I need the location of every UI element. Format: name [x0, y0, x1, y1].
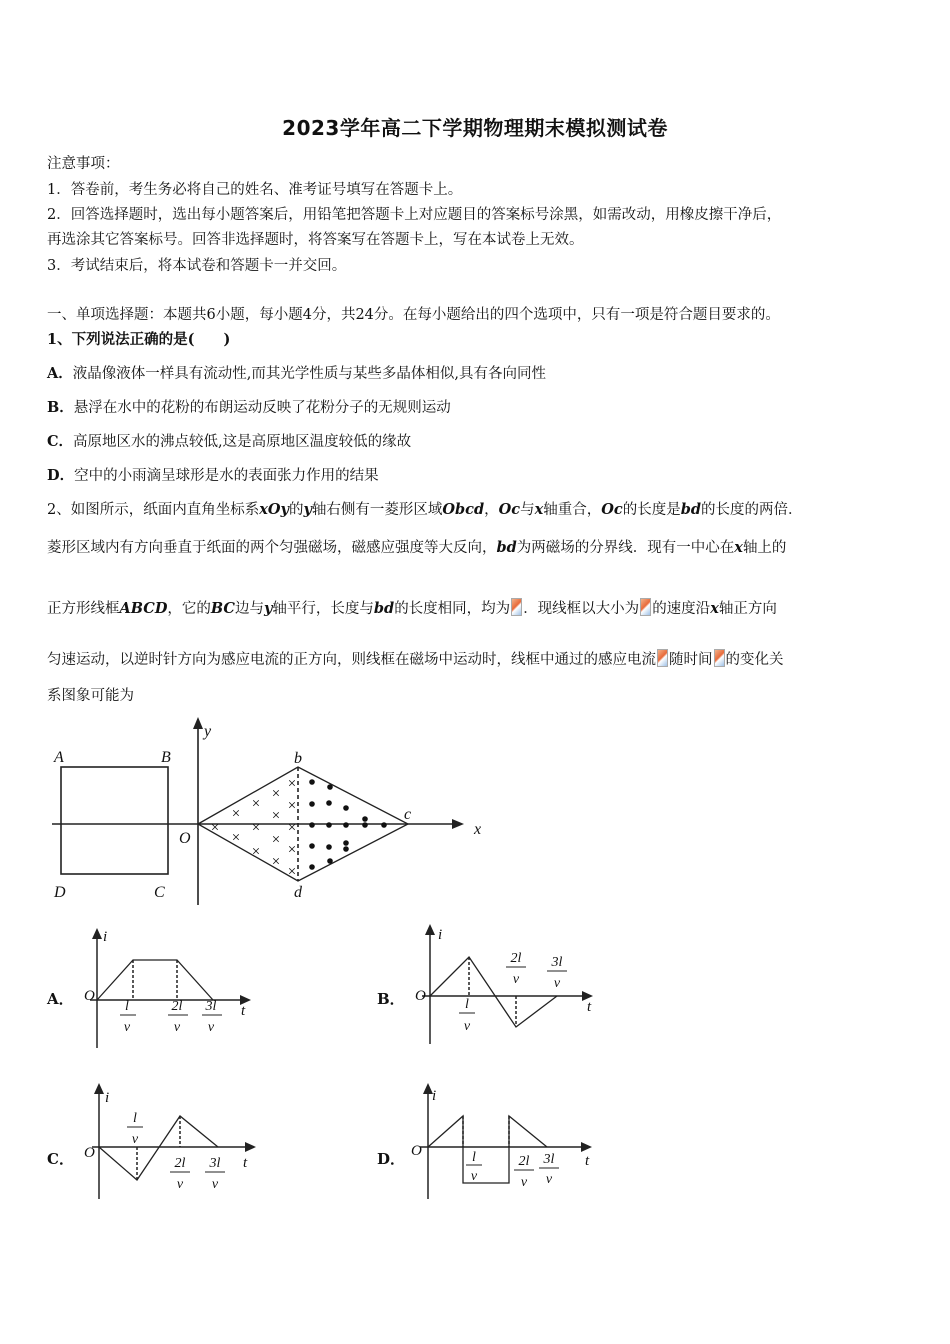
- q2-symbol: bd: [496, 539, 517, 556]
- tick-v: v: [211, 1177, 219, 1192]
- q1-option-b: [47, 396, 451, 417]
- graph-label-c: C．: [47, 1150, 74, 1168]
- tick-v: v: [512, 972, 520, 987]
- q2-symbol: x: [734, 539, 743, 556]
- section-heading: 一、单项选择题：本题共6小题，每小题4分，共24分。在每小题给出的四个选项中，只有一项是符合题目要求的。: [47, 307, 780, 323]
- notice-item-3: 3．考试结束后，将本试卷和答题卡一并交回。: [47, 258, 347, 274]
- dot-mark: [309, 779, 315, 785]
- cross-mark: ×: [231, 830, 241, 846]
- tick-v: v: [123, 1020, 131, 1035]
- tick-2l: 2l: [174, 1156, 186, 1171]
- dot-mark: [309, 801, 315, 807]
- q2-text: 轴平行，长度与: [272, 601, 374, 617]
- q2-text: 2、如图所示，纸面内直角坐标系: [47, 502, 260, 518]
- tick-v: v: [173, 1020, 181, 1035]
- q2-symbol: xOy: [259, 501, 289, 518]
- cross-mark: ×: [287, 776, 297, 792]
- cross-mark: ×: [251, 796, 261, 812]
- q2-symbol: y: [263, 600, 273, 617]
- q2-text: 的速度沿: [652, 601, 711, 617]
- cross-mark: ×: [287, 798, 297, 814]
- field-into-page: [211, 776, 296, 880]
- notice-heading: 注意事项：: [47, 156, 120, 172]
- option-letter: A．: [47, 365, 73, 382]
- option-text: 液晶像液体一样具有流动性,而其光学性质与某些多晶体相似,具有各向同性: [72, 366, 546, 382]
- q2-line-2: [47, 536, 786, 557]
- magnetic-field-figure: [40, 715, 500, 910]
- graph-b: [412, 924, 602, 1044]
- axis-t: t: [587, 999, 592, 1015]
- option-letter: D．: [47, 467, 75, 484]
- dot-mark: [309, 822, 315, 828]
- tick-v: v: [520, 1175, 528, 1190]
- tick-3l: 3l: [209, 1156, 221, 1171]
- q2-text: 轴上的: [742, 540, 787, 556]
- graph-label-d: D．: [377, 1150, 406, 1168]
- q2-symbol: Oc: [498, 501, 521, 518]
- axis-i: i: [103, 929, 108, 945]
- label-origin: O: [179, 830, 191, 847]
- q2-text: 的长度的两倍．: [701, 502, 803, 518]
- q2-text: 随时间: [669, 652, 713, 668]
- tick-l: l: [472, 1150, 476, 1165]
- q2-line-1: [47, 498, 803, 519]
- q1-option-a: [47, 362, 546, 383]
- tick-3l: 3l: [543, 1152, 555, 1167]
- tick-v: v: [463, 1019, 471, 1034]
- option-text: 空中的小雨滴呈球形是水的表面张力作用的结果: [74, 468, 379, 484]
- q2-symbol: BC: [210, 600, 235, 617]
- label-a: A: [54, 749, 64, 766]
- q2-text: 的变化关: [725, 652, 784, 668]
- q2-text: 轴重合，: [543, 502, 602, 518]
- q2-text: ，: [484, 502, 499, 518]
- axis-origin: O: [84, 988, 95, 1004]
- q2-line-4: [47, 648, 784, 669]
- cross-mark: ×: [271, 832, 281, 848]
- label-c: c: [404, 806, 412, 823]
- dot-mark: [381, 822, 387, 828]
- option-letter: B．: [47, 399, 74, 416]
- q1-stem: 1、下列说法正确的是( ): [47, 331, 231, 348]
- graph-d: [408, 1083, 603, 1203]
- label-b: b: [294, 750, 302, 767]
- tick-2l: 2l: [510, 951, 522, 966]
- q2-text: 与: [520, 502, 535, 518]
- notice-item-2a: 2．回答选择题时，选出每小题答案后，用铅笔把答题卡上对应题目的答案标号涂黑，如需改动，用橡皮擦干净后，: [47, 207, 782, 223]
- cross-mark: ×: [231, 806, 241, 822]
- label-c-corner: C: [154, 884, 165, 901]
- option-text: 悬浮在水中的花粉的布朗运动反映了花粉分子的无规则运动: [73, 400, 451, 416]
- tick-2l: 2l: [518, 1154, 530, 1169]
- tick-v: v: [176, 1177, 184, 1192]
- cross-mark: ×: [287, 842, 297, 858]
- tick-v: v: [470, 1169, 478, 1184]
- broken-image-icon: [640, 598, 651, 616]
- q2-line-3: [47, 597, 777, 618]
- label-b-corner: B: [161, 749, 171, 766]
- dot-mark: [362, 816, 368, 822]
- broken-image-icon: [714, 649, 725, 667]
- label-d: d: [294, 884, 302, 901]
- q2-line-5: 系图象可能为: [47, 688, 134, 704]
- graph-c: [80, 1083, 270, 1203]
- label-y: y: [204, 723, 212, 740]
- cross-mark: ×: [251, 844, 261, 860]
- q2-symbol: y: [303, 501, 312, 518]
- q2-text: ．现线框以大小为: [523, 601, 640, 617]
- tick-3l: 3l: [205, 999, 217, 1014]
- tick-v: v: [207, 1020, 215, 1035]
- q1-option-c: [47, 430, 411, 451]
- dot-mark: [362, 822, 368, 828]
- q2-symbol: ABCD: [119, 600, 168, 617]
- cross-mark: ×: [271, 786, 281, 802]
- q2-symbol: x: [534, 501, 544, 518]
- cross-mark: ×: [287, 820, 297, 836]
- page-title: 2023学年高二下学期物理期末模拟测试卷: [282, 116, 668, 140]
- x-axis-arrow: [452, 819, 464, 829]
- dot-mark: [343, 822, 349, 828]
- q2-text: 为两磁场的分界线．现有一中心在: [516, 540, 735, 556]
- option-letter: C．: [47, 433, 74, 450]
- q2-text: 菱形区域内有方向垂直于纸面的两个匀强磁场，磁感应强度等大反向，: [47, 540, 497, 556]
- q2-symbol: bd: [680, 501, 701, 518]
- q2-text: 的: [288, 502, 304, 518]
- broken-image-icon: [511, 598, 522, 616]
- dot-mark: [326, 822, 332, 828]
- axis-t: t: [585, 1153, 590, 1169]
- q2-symbol: bd: [373, 600, 395, 617]
- graph-label-b: B．: [377, 990, 405, 1008]
- cross-mark: ×: [287, 864, 297, 880]
- axis-t: t: [243, 1155, 248, 1171]
- q1-option-d: [47, 464, 379, 485]
- graph-a: [80, 928, 260, 1048]
- y-axis-arrow: [193, 717, 203, 729]
- cross-mark: ×: [251, 820, 261, 836]
- dot-mark: [309, 843, 315, 849]
- q2-text: 轴右侧有一菱形区域: [311, 502, 443, 518]
- q2-text: 正方形线框: [47, 601, 120, 617]
- axis-i: i: [432, 1088, 437, 1104]
- dot-mark: [343, 846, 349, 852]
- dot-mark: [343, 840, 349, 846]
- label-x: x: [474, 821, 482, 838]
- label-d-corner: D: [54, 884, 66, 901]
- dot-mark: [327, 858, 333, 864]
- q2-symbol: x: [710, 600, 719, 617]
- tick-l: l: [125, 999, 129, 1014]
- notice-item-2b: 再选涂其它答案标号。回答非选择题时，将答案写在答题卡上，写在本试卷上无效。: [47, 232, 584, 248]
- dot-mark: [326, 844, 332, 850]
- broken-image-icon: [657, 649, 668, 667]
- q2-text: 匀速运动，以逆时针方向为感应电流的正方向，则线框在磁场中运动时，线框中通过的感应电流: [47, 652, 656, 668]
- dot-mark: [309, 864, 315, 870]
- option-text: 高原地区水的沸点较低,这是高原地区温度较低的缘故: [73, 434, 412, 450]
- axis-origin: O: [411, 1143, 422, 1159]
- q2-text: 的长度相同，均为: [394, 601, 511, 617]
- q2-text: ，它的: [167, 601, 211, 617]
- cross-mark: ×: [271, 808, 281, 824]
- tick-v: v: [545, 1172, 553, 1187]
- q2-symbol: Oc: [601, 501, 623, 518]
- dot-mark: [327, 784, 333, 790]
- notice-item-1: 1．答卷前，考生务必将自己的姓名、准考证号填写在答题卡上。: [47, 182, 463, 198]
- axis-t: t: [241, 1003, 246, 1019]
- cross-mark: ×: [210, 820, 220, 836]
- axis-origin: O: [415, 988, 426, 1004]
- tick-v: v: [553, 976, 561, 991]
- tick-v: v: [131, 1132, 139, 1147]
- dot-mark: [326, 800, 332, 806]
- dot-mark: [343, 805, 349, 811]
- q2-text: 的长度是: [622, 502, 681, 518]
- square-frame-abcd: [61, 767, 168, 874]
- q2-symbol: Obcd: [442, 501, 485, 518]
- axis-origin: O: [84, 1145, 95, 1161]
- q2-text: 轴正方向: [718, 601, 777, 617]
- q2-text: 边与: [234, 601, 264, 617]
- cross-mark: ×: [271, 854, 281, 870]
- tick-2l: 2l: [171, 999, 183, 1014]
- axis-i: i: [438, 927, 443, 943]
- graph-label-a: A．: [47, 990, 74, 1008]
- tick-l: l: [133, 1111, 137, 1126]
- tick-3l: 3l: [551, 955, 563, 970]
- tick-l: l: [465, 997, 469, 1012]
- axis-i: i: [105, 1090, 110, 1106]
